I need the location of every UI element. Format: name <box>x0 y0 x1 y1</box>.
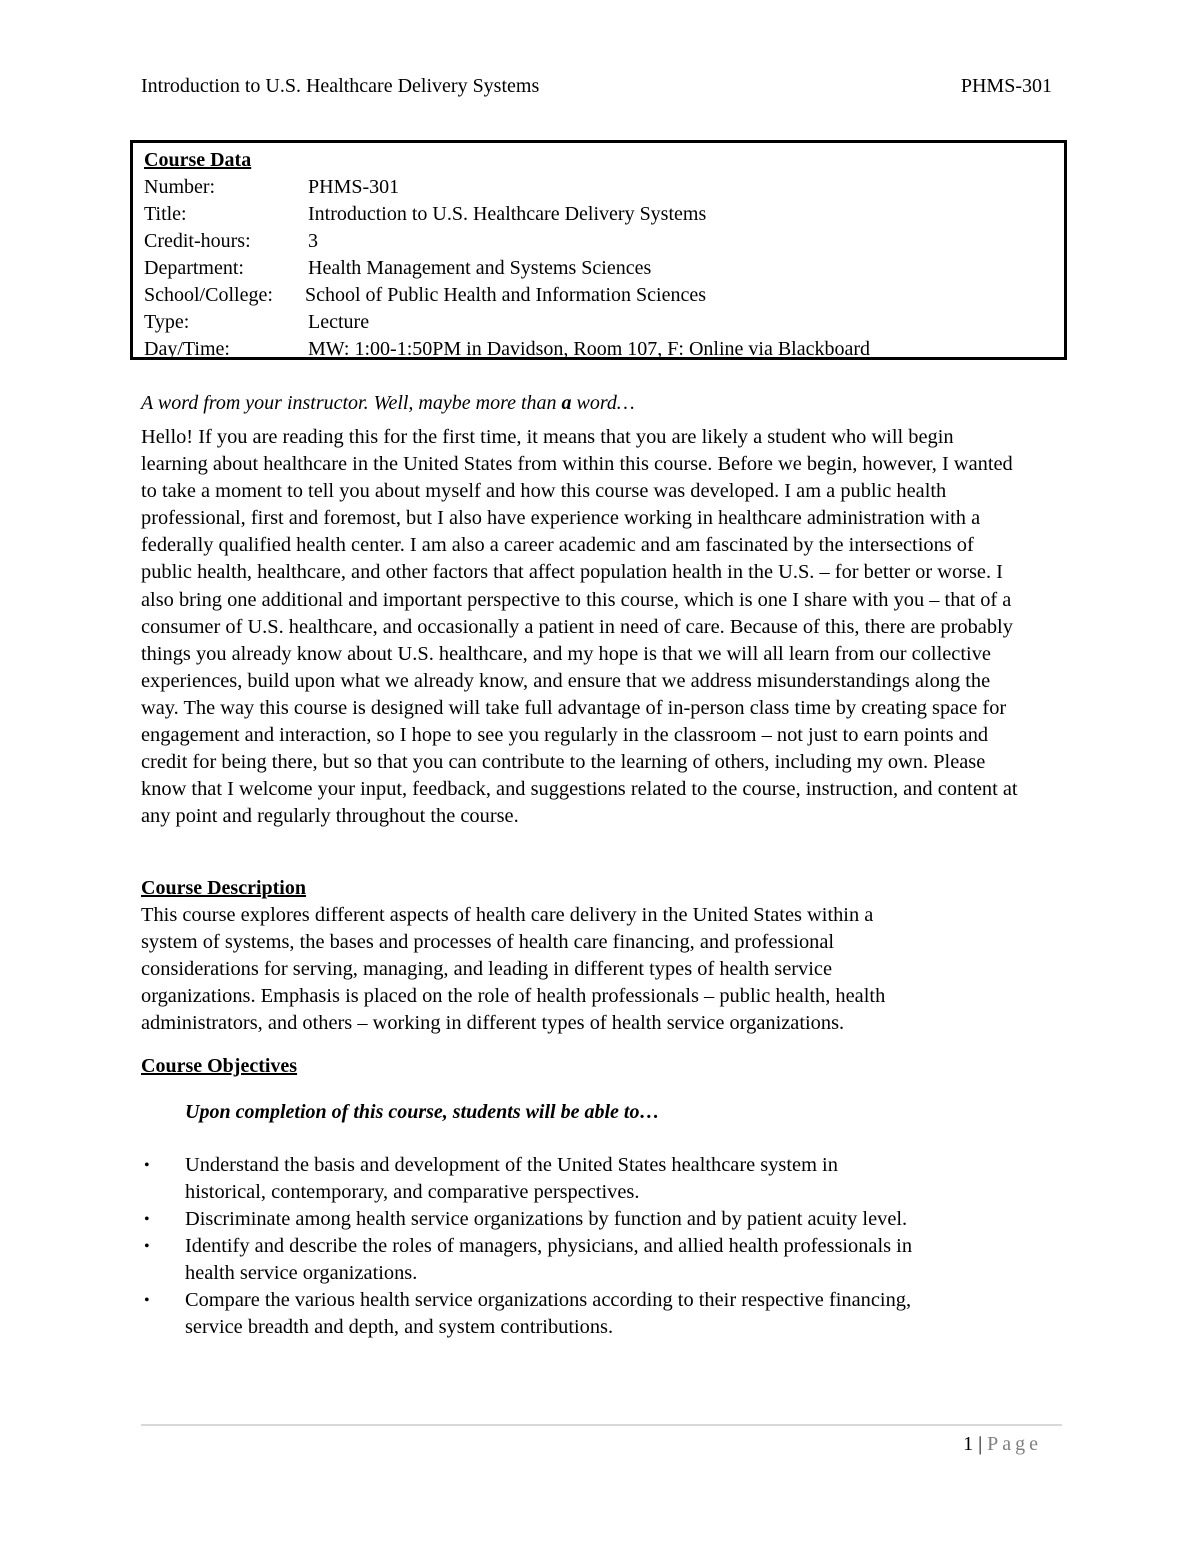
intro-line: experiences, build upon what we already know, and ensure that we address misunderstandings along the <box>141 669 991 692</box>
list-item <box>141 1206 1141 1233</box>
objective-line: Discriminate among health service organizations by function and by patient acuity level. <box>185 1208 908 1230</box>
data-value: Health Management and Systems Sciences <box>308 257 652 279</box>
data-value: 3 <box>308 230 318 252</box>
page-separator: | <box>973 1433 988 1455</box>
description-line: considerations for serving, managing, and leading in different types of health service <box>141 958 832 980</box>
description-line: This course explores different aspects of health care delivery in the United States within a <box>141 904 874 926</box>
intro-line: learning about healthcare in the United States from within this course. Before we begin, however, I wanted <box>141 453 1013 476</box>
course-description-title: Course Description <box>141 877 306 899</box>
objective-line: Compare the various health service organizations according to their respective financing, <box>185 1289 912 1311</box>
objectives-lead: Upon completion of this course, students will be able to… <box>185 1101 660 1123</box>
bullet-icon: • <box>144 1211 150 1228</box>
list-item <box>141 1287 1141 1341</box>
header-course-code: PHMS-301 <box>960 75 1052 97</box>
intro-line: professional, first and foremost, but I also have experience working in healthcare administration with a <box>141 507 981 530</box>
data-label: Day/Time: <box>144 338 230 360</box>
intro-heading-bold: a <box>561 392 572 414</box>
intro-paragraph <box>141 424 1161 830</box>
intro-line: know that I welcome your input, feedback, and suggestions related to the course, instruction, and content at <box>141 778 1018 801</box>
intro-line: federally qualified health center. I am also a career academic and am fascinated by the intersections of <box>141 534 974 557</box>
course-data-row-credit-hours <box>144 228 1064 255</box>
course-data-row-type <box>144 309 1064 336</box>
intro-line: public health, healthcare, and other factors that affect population health in the U.S. – for better or worse. I <box>141 561 1003 584</box>
data-value: PHMS-301 <box>308 176 400 198</box>
intro-line: Hello! If you are reading this for the first time, it means that you are likely a student who will begin <box>141 426 954 448</box>
data-label: Title: <box>144 203 187 225</box>
intro-line: any point and regularly throughout the course. <box>141 805 519 828</box>
description-line: organizations. Emphasis is placed on the role of health professionals – public health, health <box>141 985 886 1007</box>
data-label: Type: <box>144 311 190 333</box>
data-value: Introduction to U.S. Healthcare Delivery Systems <box>308 203 707 225</box>
intro-line: engagement and interaction, so I hope to see you regularly in the classroom – not just to earn points and <box>141 724 989 747</box>
course-data-row-title <box>144 201 1064 228</box>
data-label: Credit-hours: <box>144 230 251 252</box>
objective-line: Identify and describe the roles of managers, physicians, and allied health professionals in <box>185 1235 913 1257</box>
page-word: Page <box>987 1433 1042 1455</box>
data-value: School of Public Health and Information Sciences <box>305 284 707 306</box>
intro-heading-pre: A word from your instructor. Well, maybe more than <box>141 392 562 414</box>
data-label: Department: <box>144 257 244 279</box>
header-course-title: Introduction to U.S. Healthcare Delivery Systems <box>141 75 540 97</box>
intro-line: things you already know about U.S. healthcare, and my hope is that we will all learn from our collective <box>141 642 991 665</box>
intro-line: credit for being there, but so that you can contribute to the learning of others, including my own. Please <box>141 751 986 774</box>
intro-line: also bring one additional and important perspective to this course, which is one I share with you – that of a <box>141 588 1012 611</box>
intro-line: consumer of U.S. healthcare, and occasionally a patient in need of care. Because of this, there are probably <box>141 615 1013 638</box>
course-data-row-number <box>144 174 1064 201</box>
objectives-list <box>141 1152 1141 1341</box>
objective-line: historical, contemporary, and comparative perspectives. <box>185 1181 640 1203</box>
page-footer <box>963 1430 1042 1458</box>
course-data-box <box>130 140 1067 360</box>
objective-line: Understand the basis and development of the United States healthcare system in <box>185 1154 838 1176</box>
data-value: Lecture <box>308 311 370 333</box>
intro-heading <box>141 389 635 417</box>
course-data-row-day-time <box>144 336 1064 363</box>
intro-line: to take a moment to tell you about myself and how this course was developed. I am a public health <box>141 480 947 503</box>
objective-line: health service organizations. <box>185 1262 418 1284</box>
description-line: system of systems, the bases and processes of health care financing, and professional <box>141 931 835 953</box>
bullet-icon: • <box>144 1157 150 1174</box>
course-data-row-school <box>144 282 1064 309</box>
list-item <box>141 1233 1141 1287</box>
intro-heading-post: word… <box>571 392 635 414</box>
description-line: administrators, and others – working in different types of health service organizations. <box>141 1012 845 1034</box>
course-data-title: Course Data <box>144 149 252 171</box>
bullet-icon: • <box>144 1292 150 1309</box>
course-objectives-title: Course Objectives <box>141 1055 298 1077</box>
data-value: MW: 1:00-1:50PM in Davidson, Room 107, F: Online via Blackboard <box>308 338 871 360</box>
footer-divider <box>141 1424 1062 1426</box>
bullet-icon: • <box>144 1238 150 1255</box>
list-item <box>141 1152 1141 1206</box>
course-data-row-department <box>144 255 1064 282</box>
data-label: Number: <box>144 176 216 198</box>
page-header <box>141 72 1052 100</box>
page-number: 1 <box>963 1433 974 1455</box>
data-label: School/College: <box>144 284 273 306</box>
objective-line: service breadth and depth, and system contributions. <box>185 1316 614 1338</box>
intro-line: way. The way this course is designed will take full advantage of in-person class time by creating space for <box>141 696 1007 719</box>
course-description-paragraph <box>141 902 885 1037</box>
